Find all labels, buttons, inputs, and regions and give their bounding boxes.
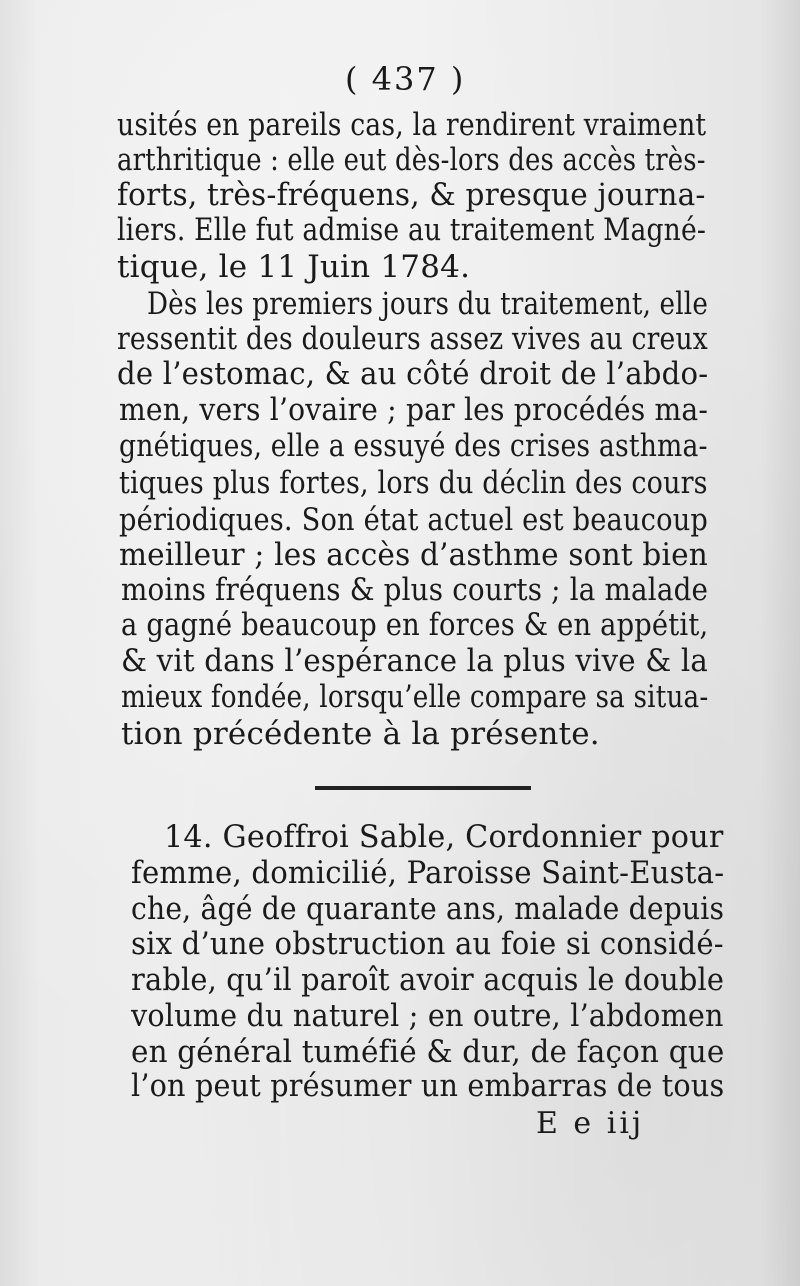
text-line: tique, le 11 Juin 1784. bbox=[117, 249, 471, 285]
signature-mark: E e iij bbox=[536, 1106, 645, 1141]
text-line: mieux fondée, lorsqu’elle compare sa situa- bbox=[121, 679, 709, 715]
text-line: volume du naturel ; en outre, l’abdomen bbox=[131, 998, 724, 1034]
text-line: usités en pareils cas, la rendirent vraiment bbox=[117, 107, 707, 143]
text-line: moins fréquens & plus courts ; la malade bbox=[121, 572, 709, 608]
text-line: men, vers l’ovaire ; par les procédés ma- bbox=[119, 392, 709, 428]
text-line: Dès les premiers jours du traitement, elle bbox=[147, 286, 708, 322]
text-line: che, âgé de quarante ans, malade depuis bbox=[131, 891, 725, 927]
text-line: a gagné beaucoup en forces & en appétit, bbox=[121, 607, 709, 643]
text-line: en général tuméfié & dur, de façon que bbox=[131, 1034, 725, 1070]
text-line: ressentit des douleurs assez vives au creux bbox=[117, 321, 708, 357]
page-number: ( 437 ) bbox=[345, 60, 466, 98]
text-line: gnétiques, elle a essuyé des crises asthma- bbox=[119, 428, 708, 464]
text-line: l’on peut présumer un embarras de tous bbox=[131, 1068, 725, 1104]
text-line: périodiques. Son état actuel est beaucoup bbox=[119, 502, 709, 538]
text-line: & vit dans l’espérance la plus vive & la bbox=[121, 643, 709, 679]
text-line: tion précédente à la présente. bbox=[121, 716, 600, 752]
text-line: femme, domicilié, Paroisse Saint-Eusta- bbox=[131, 855, 725, 891]
text-line: tiques plus fortes, lors du déclin des cours bbox=[119, 465, 708, 501]
text-line: liers. Elle fut admise au traitement Magné- bbox=[117, 212, 707, 248]
text-line: six d’une obstruction au foie si considé- bbox=[131, 926, 724, 962]
text-line: meilleur ; les accès d’asthme sont bien bbox=[119, 537, 708, 573]
section-divider bbox=[315, 786, 531, 790]
text-line: rable, qu’il paroît avoir acquis le double bbox=[131, 962, 725, 998]
text-line: arthritique : elle eut dès-lors des accès très- bbox=[117, 142, 706, 178]
text-line: forts, très-fréquens, & presque journa- bbox=[117, 177, 706, 213]
text-line: de l’estomac, & au côté droit de l’abdo- bbox=[117, 356, 709, 392]
text-line: 14. Geoffroi Sable, Cordonnier pour bbox=[164, 819, 724, 855]
